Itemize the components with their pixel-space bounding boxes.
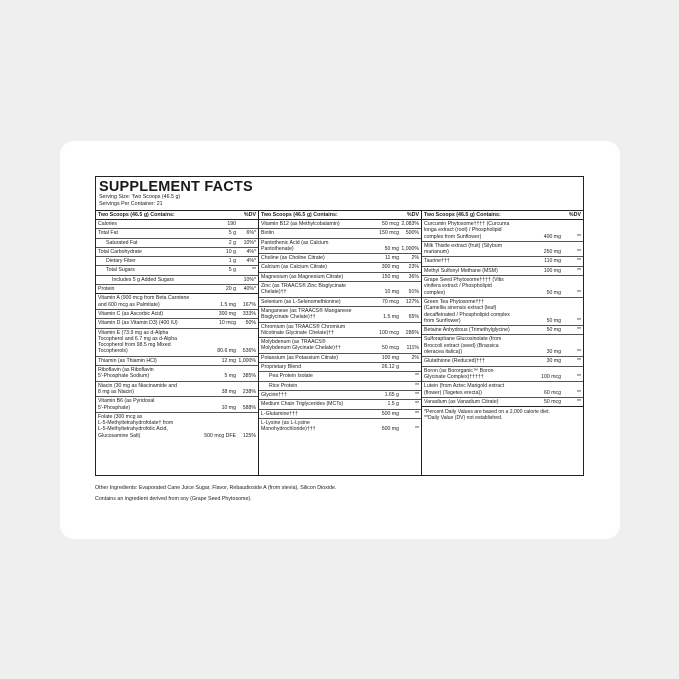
nutrient-name: Methyl Sulfonyl Methane (MSM): [424, 267, 498, 274]
nutrient-name: Includes 5 g Added Sugars: [112, 276, 175, 283]
nutrient-amount: 26.12 g: [381, 364, 399, 371]
nutrient-row: [96, 248, 258, 257]
nutrient-name: Chromium (as TRAACS® Chromium Nicotinate Glycinate Chelate)††: [261, 323, 346, 336]
nutrient-amount: 100 mg: [543, 267, 561, 274]
nutrient-name: Calories: [98, 221, 118, 227]
nutrient-dv: 333%: [242, 310, 256, 317]
nutrient-dv: 36%: [408, 273, 419, 280]
nutrient-row: [259, 229, 421, 238]
nutrient-dv: **: [251, 267, 256, 274]
footnotes: [422, 407, 583, 423]
nutrient-amount: 100 mcg: [379, 329, 399, 336]
nutrient-row: [96, 319, 258, 328]
column-header-label: Two Scoops (46.5 g) Contains:: [98, 212, 175, 218]
nutrient-amount: 150 mcg: [379, 230, 399, 237]
nutrient-row: [96, 366, 258, 382]
nutrient-dv: **: [576, 233, 581, 240]
nutrient-dv: 286%: [405, 329, 419, 336]
nutrient-dv: **: [414, 426, 419, 433]
allergen-note: Contains an ingredient derived from soy (Grape Seed Phytosome).: [95, 496, 252, 502]
nutrient-name: Glycine†††: [261, 391, 287, 398]
nutrient-dv: **: [576, 289, 581, 296]
serving-size: Serving Size: Two Scoops (46.5 g): [99, 194, 181, 200]
nutrient-row: [259, 273, 421, 282]
nutrient-dv: **: [576, 327, 581, 334]
nutrient-amount: 50 mg: [384, 245, 399, 252]
nutrient-row: [422, 242, 583, 258]
nutrient-row: [422, 357, 583, 366]
nutrient-name: Selenium (as L-Selenomethionine): [261, 298, 341, 305]
nutrient-dv: **: [414, 382, 419, 389]
nutrient-name: Zinc (as TRAACS® Zinc Bisglycinate Chelate)††: [261, 283, 347, 296]
nutrient-row: [422, 367, 583, 383]
nutrient-row: [259, 419, 421, 434]
nutrient-row: [96, 397, 258, 413]
nutrient-name: Curcumin Phytosome†††† (Curcuma longa extract (root) / Phospholipid complex from Sunflower): [424, 221, 510, 240]
nutrient-row: [422, 276, 583, 298]
nutrient-row: [422, 298, 583, 326]
nutrient-amount: 100 mg: [381, 354, 399, 361]
nutrient-name: Niacin (30 mg as Niacinamide and 8 mg as Niacin): [98, 382, 178, 395]
nutrient-row: [96, 413, 258, 440]
column-header-label: Two Scoops (46.5 g) Contains:: [424, 212, 501, 218]
nutrient-row: [259, 282, 421, 298]
nutrient-amount: 1 g: [228, 258, 236, 265]
nutrient-row: [422, 382, 583, 398]
nutrient-dv: 111%: [406, 345, 419, 352]
nutrient-name: Grape Seed Phytosome†††† (Vitis vinifera extract / Phospholipid complex): [424, 277, 504, 296]
nutrient-dv: **: [576, 317, 581, 324]
nutrient-grid: [96, 210, 583, 475]
nutrient-dv: **: [414, 401, 419, 408]
nutrient-amount: 50 mcg: [381, 345, 399, 352]
nutrient-row: [96, 285, 258, 294]
nutrient-name: Vitamin C (as Ascorbic Acid): [98, 310, 164, 317]
nutrient-row: [259, 338, 421, 354]
nutrient-name: Riboflavin (as Riboflavin 5'-Phosphate Sodium): [98, 367, 154, 380]
nutrient-dv: 6%*: [246, 230, 256, 237]
nutrient-name: Pantothenic Acid (as Calcium Pantothenate): [261, 239, 329, 252]
nutrient-row: [96, 276, 258, 285]
nutrient-amount: 12 mg: [221, 357, 236, 364]
nutrient-amount: 1.5 mg: [220, 301, 236, 308]
nutrient-name: Vitamin B12 (as Methylcobalamin): [261, 221, 340, 227]
nutrient-dv: 385%: [242, 373, 256, 380]
column-header-label: Two Scoops (46.5 g) Contains:: [261, 212, 338, 218]
nutrient-name: L-Glutamine†††: [261, 410, 298, 417]
nutrient-name: Total Fat: [98, 230, 118, 237]
nutrient-amount: 100 mcg: [541, 373, 561, 380]
nutrient-row: [422, 398, 583, 407]
nutrient-amount: 1.65 g: [384, 391, 399, 398]
nutrient-amount: 300 mg: [218, 310, 236, 317]
nutrient-name: Dietary Fiber: [106, 258, 136, 265]
nutrient-dv: 588%: [242, 404, 256, 411]
nutrient-amount: 70 mcg: [381, 298, 399, 305]
nutrient-dv: **: [576, 258, 581, 265]
nutrient-amount: 38 mg: [221, 388, 236, 395]
nutrient-name: Biotin: [261, 230, 274, 237]
nutrient-row: [96, 229, 258, 238]
nutrient-row: [259, 410, 421, 419]
nutrient-dv: **: [576, 373, 581, 380]
nutrient-name: Vitamin B6 (as Pyridoxal 5'-Phosphate): [98, 398, 155, 411]
nutrient-dv: 4%*: [246, 248, 256, 255]
nutrient-row: [96, 382, 258, 398]
nutrient-row: [259, 372, 421, 381]
nutrient-amount: 50 mg: [546, 327, 561, 334]
nutrient-dv: **: [576, 349, 581, 356]
nutrient-row: [96, 257, 258, 266]
nutrient-amount: 150 mg: [381, 273, 399, 280]
nutrient-row: [96, 357, 258, 366]
nutrient-row: [259, 254, 421, 263]
nutrient-dv: **: [576, 358, 581, 365]
nutrient-amount: 500 mg: [381, 426, 399, 433]
nutrient-dv: 125%: [242, 432, 256, 439]
nutrient-name: Total Carbohydrate: [98, 248, 142, 255]
nutrient-name: Proprietary Blend: [261, 364, 302, 371]
nutrient-name: Protein: [98, 286, 115, 293]
nutrient-row: [422, 257, 583, 266]
nutrient-name: Choline (as Choline Citrate): [261, 255, 325, 262]
nutrient-amount: 10 mg: [221, 404, 236, 411]
nutrient-amount: 50 mg: [546, 317, 561, 324]
nutrient-dv: 10%*: [243, 276, 256, 283]
nutrient-row: [259, 382, 421, 391]
column-header: [422, 211, 583, 220]
nutrient-name: Betaine Anhydrous (Trimethylglycine): [424, 327, 510, 334]
nutrient-dv: 91%: [408, 289, 419, 296]
nutrient-amount: 2 g: [228, 239, 236, 246]
servings-per-container: Servings Per Container: 21: [99, 200, 163, 207]
nutrient-column-2: [259, 211, 422, 475]
nutrient-dv: 1,000%: [401, 245, 419, 252]
nutrient-amount: 1.5 g: [387, 401, 399, 408]
nutrient-amount: 10 mcg: [218, 320, 236, 327]
nutrient-row: [259, 354, 421, 363]
nutrient-amount: 50 mg: [546, 289, 561, 296]
nutrient-amount: 300 mg: [381, 264, 399, 271]
nutrient-dv: 4%*: [246, 258, 256, 265]
nutrient-dv: 65%: [408, 314, 419, 321]
nutrient-dv: **: [414, 391, 419, 398]
nutrient-column-3: [422, 211, 583, 475]
supplement-facts-panel: [95, 176, 584, 476]
nutrient-row: [259, 363, 421, 372]
nutrient-row: [259, 400, 421, 409]
nutrient-dv: **: [576, 267, 581, 274]
nutrient-dv: 536%: [242, 348, 256, 355]
nutrient-name: Medium Chain Triglycerides (MCTs): [261, 401, 344, 408]
nutrient-dv: 10%*: [243, 239, 256, 246]
nutrient-name: Molybdenum (as TRAACS® Molybdenum Glycinate Chelate)††: [261, 339, 341, 352]
column-header-dv: %DV: [568, 212, 581, 218]
nutrient-name: Vitamin A (900 mcg from Beta Carotene and 600 mcg as Palmitate): [98, 295, 190, 308]
nutrient-amount: 30 mg: [546, 358, 561, 365]
nutrient-dv: 40%*: [243, 286, 256, 293]
nutrient-row: [422, 326, 583, 335]
nutrient-name: Potassium (as Potassium Citrate): [261, 354, 338, 361]
nutrient-row: [259, 307, 421, 323]
nutrient-dv: 238%: [242, 388, 256, 395]
nutrient-name: Vanadium (as Vanadium Citrate): [424, 398, 499, 405]
nutrient-name: Pea Protein Isolate: [269, 373, 313, 380]
nutrient-dv: 167%: [242, 301, 256, 308]
nutrient-name: Lutein (from Aztec Marigold extract (flower) (Tagetes erecta)): [424, 383, 505, 396]
nutrient-row: [259, 298, 421, 307]
nutrient-row: [96, 220, 258, 229]
nutrient-row: [259, 323, 421, 339]
nutrient-name: Taurine†††: [424, 258, 450, 265]
nutrient-dv: 1,000%: [238, 357, 256, 364]
nutrient-dv: **: [414, 373, 419, 380]
nutrient-name: Thiamin (as Thiamin HCl): [98, 357, 157, 364]
nutrient-row: [422, 267, 583, 276]
nutrient-name: Folate (300 mcg as L-5-Methyltetrahydrofolate† from L-5-Methyltetrahydrofolic Acid, Glucosamine Salt): [98, 413, 174, 439]
nutrient-row: [259, 391, 421, 400]
nutrient-column-1: [96, 211, 259, 475]
column-header-dv: %DV: [406, 212, 419, 218]
nutrient-amount: 5 g: [228, 267, 236, 274]
nutrient-amount: 400 mg: [543, 233, 561, 240]
nutrient-amount: 60 mcg: [543, 389, 561, 396]
nutrient-amount: 50 mcg: [381, 221, 399, 227]
nutrient-amount: 500 mcg DFE: [204, 432, 236, 439]
nutrient-dv: 2%: [411, 354, 419, 361]
nutrient-row: [96, 329, 258, 357]
column-header: [259, 211, 421, 220]
nutrient-amount: 20 g: [225, 286, 236, 293]
nutrient-row: [96, 266, 258, 275]
nutrient-row: [259, 239, 421, 255]
nutrient-name: Manganese (as TRAACS® Manganese Bisglycinate Chelate)††: [261, 307, 352, 321]
nutrient-name: Milk Thistle extract (fruit) (Silybum marianum): [424, 242, 503, 256]
footnote-dv-not-established: **Daily Value (DV) not established.: [424, 415, 503, 422]
column-header: [96, 211, 258, 220]
nutrient-dv: **: [576, 389, 581, 396]
nutrient-dv: 23%: [408, 264, 419, 271]
nutrient-dv: 127%: [405, 298, 419, 305]
nutrient-name: Vitamin E (73.9 mg as d-Alpha Tocopherol and 6.7 mg as d-Alpha Tocopherol from 98.5 mg Mixed Tocopherols): [98, 329, 178, 355]
nutrient-name: L-Lysine (as L-Lysine Monohydrochloride)†††: [261, 419, 316, 433]
nutrient-dv: **: [414, 410, 419, 417]
nutrient-name: Boron (as Bororganic™ Boron Glycinate Complex)†††††: [424, 367, 494, 380]
nutrient-amount: 5 mg: [224, 373, 236, 380]
nutrient-amount: 250 mg: [543, 249, 561, 256]
nutrient-dv: 2%: [411, 255, 419, 262]
nutrient-amount: 500 mg: [381, 410, 399, 417]
nutrient-row: [96, 239, 258, 248]
nutrient-row: [259, 220, 421, 229]
nutrient-amount: 11 mg: [384, 255, 399, 262]
nutrient-name: Glutathione (Reduced)†††: [424, 358, 485, 365]
nutrient-amount: 5 g: [228, 230, 236, 237]
nutrient-name: Calcium (as Calcium Citrate): [261, 264, 328, 271]
nutrient-amount: 80.6 mg: [217, 348, 236, 355]
nutrient-amount: 110 mg: [544, 258, 561, 265]
nutrient-amount: 10 mg: [384, 289, 399, 296]
panel-title: SUPPLEMENT FACTS: [99, 179, 253, 195]
nutrient-name: Rice Protein: [269, 382, 298, 389]
nutrient-amount: 190: [227, 221, 236, 227]
nutrient-row: [96, 310, 258, 319]
nutrient-row: [422, 220, 583, 242]
nutrient-dv: 2,083%: [401, 221, 419, 227]
nutrient-amount: 50 mcg: [543, 398, 561, 405]
nutrient-name: Sulforaphane Glucosinolate (from Broccoli extract (seed) (Brassica oleracea italica)): [424, 336, 502, 356]
nutrient-row: [96, 294, 258, 310]
column-header-dv: %DV: [243, 212, 256, 218]
nutrient-row: [422, 335, 583, 357]
nutrient-amount: 30 mg: [546, 349, 561, 356]
nutrient-name: Vitamin D (as Vitamin D3) (400 IU): [98, 320, 178, 327]
nutrient-row: [259, 263, 421, 272]
nutrient-dv: **: [576, 398, 581, 405]
nutrient-name: Magnesium (as Magnesium Citrate): [261, 273, 344, 280]
other-ingredients: Other Ingredients: Evaporated Cane Juice Sugar, Flavor, Rebaudioside A (from stevia), Silicon Dioxide.: [95, 485, 337, 491]
nutrient-dv: 50%: [245, 320, 256, 327]
footnote-dv-basis: *Percent Daily Values are based on a 2,000 calorie diet.: [424, 409, 550, 416]
nutrient-amount: 10 g: [225, 248, 236, 255]
nutrient-name: Total Sugars: [106, 267, 135, 274]
nutrient-dv: **: [576, 249, 581, 256]
nutrient-name: Saturated Fat: [106, 239, 138, 246]
nutrient-amount: 1.5 mg: [383, 314, 399, 321]
nutrient-dv: 500%: [405, 230, 419, 237]
nutrient-name: Green Tea Phytosome††† (Camellia sinensis extract (leaf) decaffeinated / Phospholipid complex from Sunflower): [424, 298, 510, 324]
